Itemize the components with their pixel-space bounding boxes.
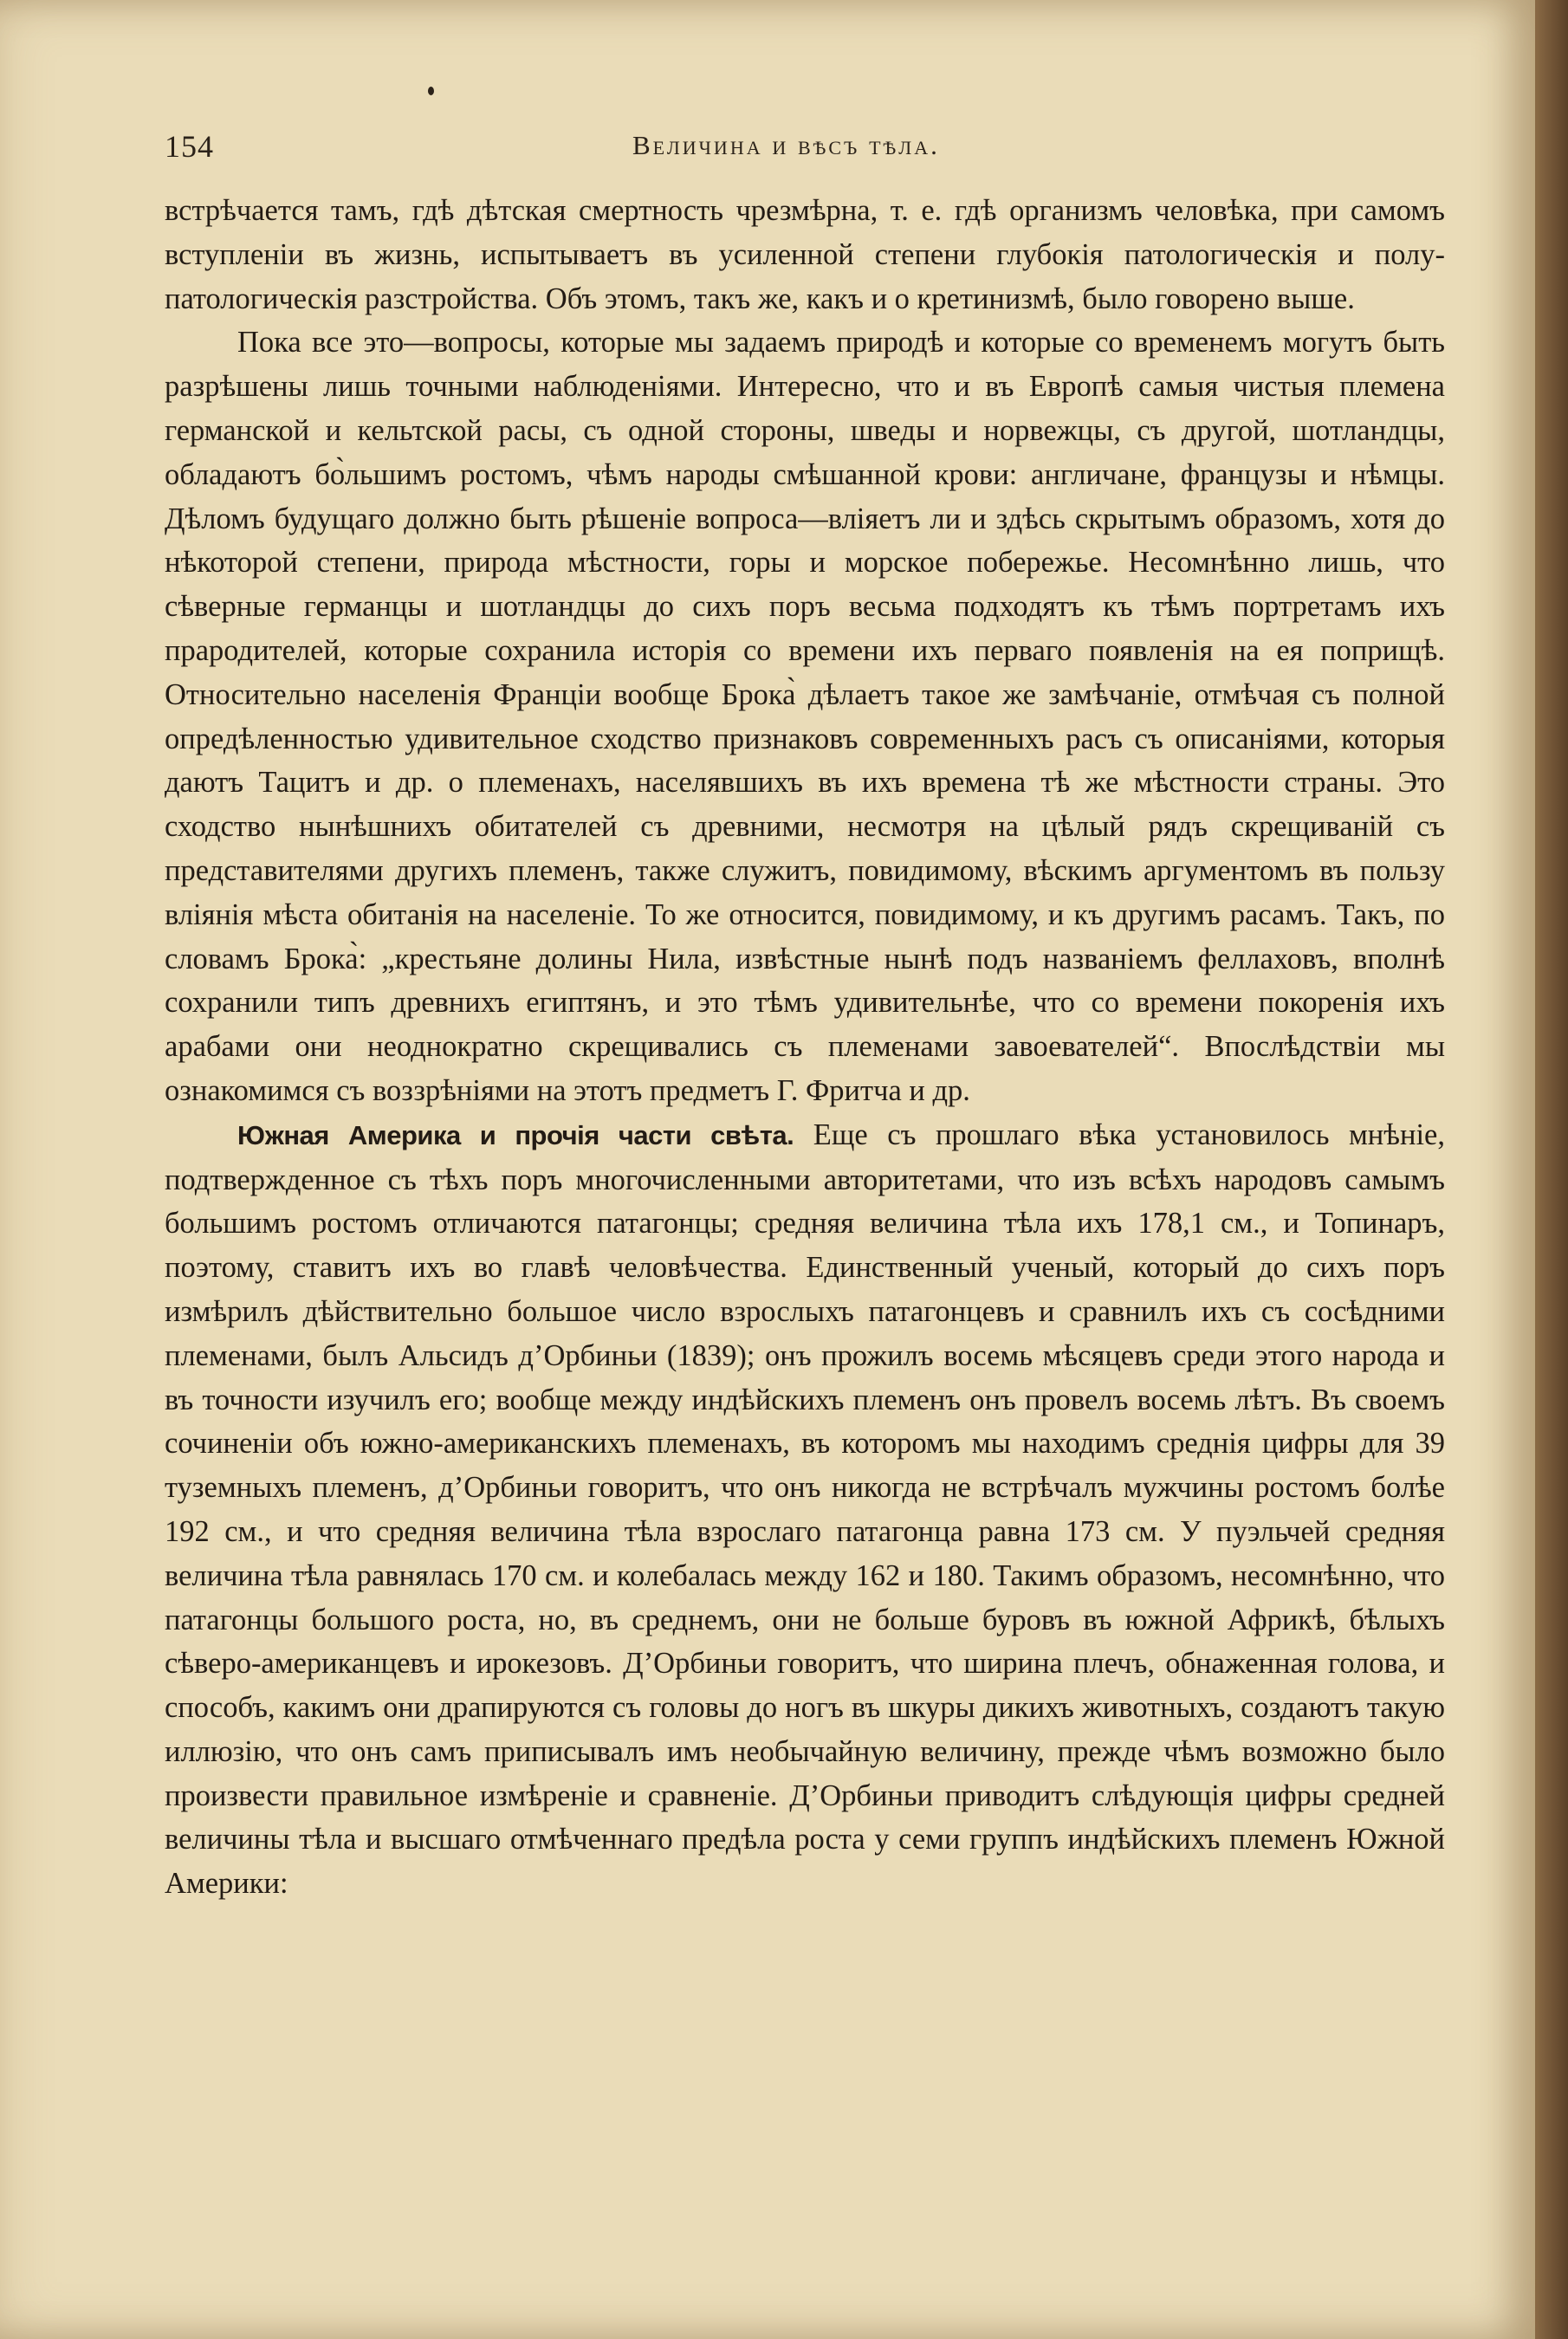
ink-spot [428, 87, 434, 95]
page-number: 154 [165, 129, 214, 164]
body-text [165, 189, 1445, 1906]
paragraph-europe: Пока все это—вопросы, которые мы задаемъ природѣ и которые со временемъ могутъ быть разрѣшены лишь точными наблюденіями. Интересно, что и въ Европѣ самыя чистыя племена германской и кельтской расы, съ одной стороны, шведы и норвежцы, съ другой, шотландцы, обладаютъ бо̀льшимъ ростомъ, чѣмъ народы смѣшанной крови: англичане, французы и нѣмцы. Дѣломъ будущаго должно быть рѣшеніе вопроса—вліяетъ ли и здѣсь скрытымъ образомъ, хотя до нѣкоторой степени, природа мѣстности, горы и морское побережье. Несомнѣнно лишь, что сѣверные германцы и шотландцы до сихъ поръ весьма подходятъ къ тѣмъ портретамъ ихъ прародителей, которые сохранила исторія со времени ихъ перваго появленія на ея поприщѣ. Относительно населенія Франціи вообще Брока̀ дѣлаетъ такое же замѣчаніе, отмѣчая съ полной опредѣленностью удивительное сходство признаковъ современныхъ расъ съ описаніями, которыя даютъ Тацитъ и др. о племенахъ, населявшихъ въ ихъ времена тѣ же мѣстности страны. Это сходство нынѣшнихъ обитателей съ древними, несмотря на цѣлый рядъ скрещиваній съ представителями другихъ племенъ, также служитъ, повидимому, вѣскимъ аргументомъ въ пользу вліянія мѣста обитанія на населеніе. То же относится, повидимому, и къ другимъ расамъ. Такъ, по словамъ Брока̀: „крестьяне долины Нила, извѣстные нынѣ подъ названіемъ феллаховъ, вполнѣ сохранили типъ древнихъ египтянъ, и это тѣмъ удивительнѣе, что со времени покоренія ихъ арабами они неоднократно скрещивались съ племенами завоевателей“. Впослѣдствіи мы ознакомимся съ воззрѣніями на этотъ предметъ Г. Фритча и др. [165, 326, 1445, 1107]
paragraph-south-america [165, 1113, 1445, 1906]
book-edge [1535, 0, 1568, 2339]
section-body: Еще съ прошлаго вѣка установилось мнѣніе, подтвержденное съ тѣхъ поръ многочисленными авторитетами, что изъ всѣхъ народовъ самымъ большимъ ростомъ отличаются патагонцы; средняя величина тѣла ихъ 178,1 см., и Топинаръ, поэтому, ставитъ ихъ во главѣ человѣчества. Единственный ученый, который до сихъ поръ измѣрилъ дѣйствительно большое число взрослыхъ патагонцевъ и сравнилъ ихъ съ сосѣдними племенами, былъ Альсидъ д’Орбиньи (1839); онъ прожилъ восемь мѣсяцевъ среди этого народа и въ точности изучилъ его; вообще между индѣйскихъ племенъ онъ провелъ восемь лѣтъ. Въ своемъ сочиненіи объ южно-американскихъ племенахъ, въ которомъ мы находимъ среднія цифры для 39 туземныхъ племенъ, д’Орбиньи говоритъ, что онъ никогда не встрѣчалъ мужчины ростомъ болѣе 192 см., и что средняя величина тѣла взрослаго патагонца равна 173 см. У пуэльчей средняя величина тѣла равнялась 170 см. и колебалась между 162 и 180. Такимъ образомъ, несомнѣнно, что патагонцы большого роста, но, въ среднемъ, они не больше буровъ въ южной Африкѣ, бѣлыхъ сѣверо-американцевъ и ирокезовъ. Д’Орбиньи говоритъ, что ширина плечъ, обнаженная голова, и способъ, какимъ они драпируются съ головы до ногъ въ шкуры дикихъ животныхъ, создаютъ такую иллюзію, что онъ самъ приписывалъ имъ необычайную величину, прежде чѣмъ возможно было произвести правильное измѣреніе и сравненіе. Д’Орбиньи приводитъ слѣдующія цифры средней величины тѣла и высшаго отмѣченнаго предѣла роста у семи группъ индѣйскихъ племенъ Южной Америки: [165, 1118, 1445, 1901]
page-header [165, 128, 1438, 172]
running-title: Величина и вѣсъ тѣла. [632, 130, 940, 160]
paragraph-continuation: встрѣчается тамъ, гдѣ дѣтская смертность чрезмѣрна, т. е. гдѣ организмъ человѣка, при самомъ вступленіи въ жизнь, испытываетъ въ усиленной степени глубокія патологическія и полу-патологическія разстройства. Объ этомъ, такъ же, какъ и о кретинизмѣ, было говорено выше. [165, 194, 1445, 315]
section-heading: Южная Америка и прочія части свѣта. [237, 1119, 794, 1150]
